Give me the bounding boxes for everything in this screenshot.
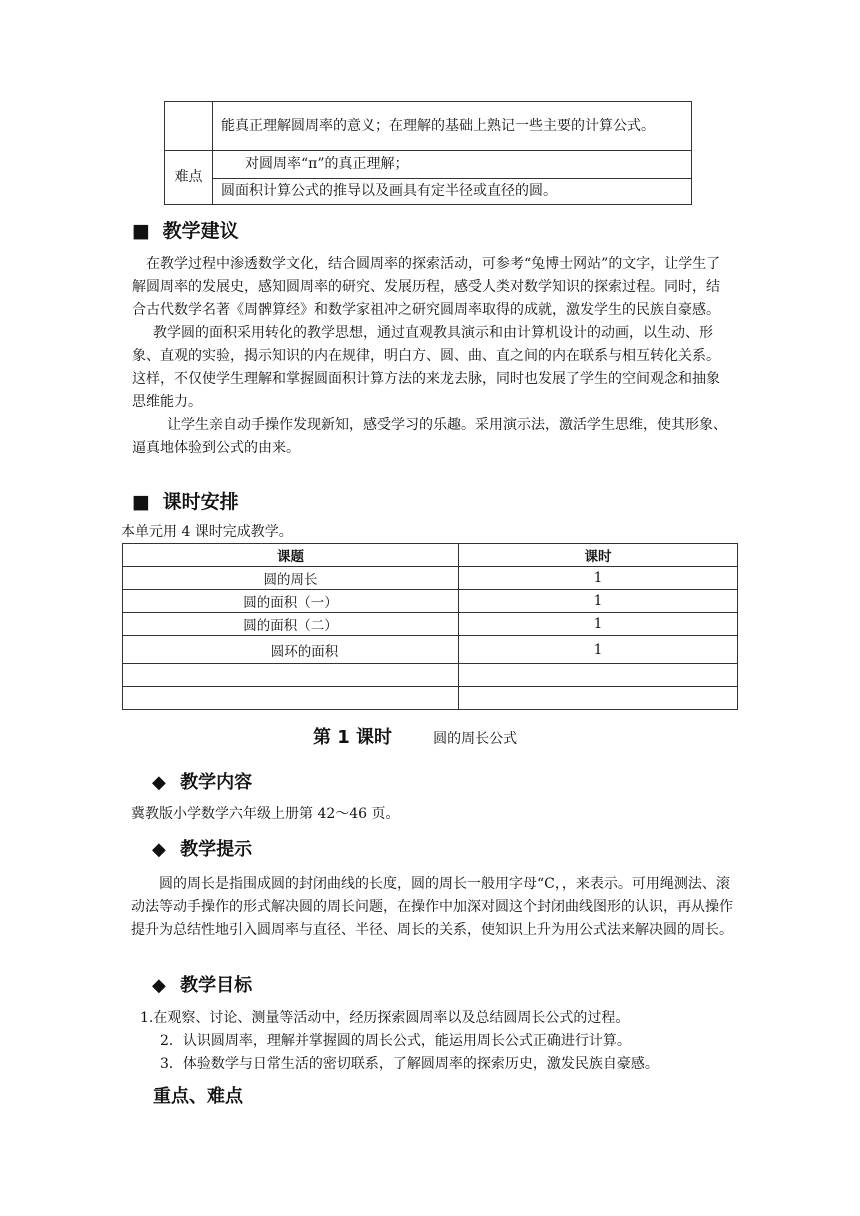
goals-heading: [152, 971, 252, 997]
table-header-row: [123, 544, 738, 567]
lesson-subtitle: 圆的周长公式: [433, 731, 518, 747]
difficulty-row-1-text: 对圆周率“π”的真正理解；: [245, 156, 409, 172]
hints-body: [131, 873, 735, 942]
square-bullet-icon: ■: [132, 220, 150, 242]
table-cell: [123, 664, 459, 687]
key-points-heading: 重点、难点: [153, 1086, 243, 1107]
content-text: 冀教版小学数学六年级上册第 42～46 页。: [131, 806, 400, 822]
diamond-bullet-icon: ◆: [152, 839, 166, 860]
teaching-advice-body: [132, 253, 732, 460]
schedule-intro: 本单元用 4 课时完成教学。: [121, 524, 293, 540]
difficulty-row-0: [213, 102, 692, 151]
table-cell: 1: [459, 567, 738, 590]
hints-heading: [152, 835, 252, 861]
table-cell: 1: [459, 636, 738, 664]
square-bullet-icon: ■: [132, 491, 150, 513]
table-cell: 圆环的面积: [123, 636, 459, 664]
goal-item: 2．认识圆周率，理解并掌握圆的周长公式，能运用周长公式正确进行计算。: [160, 1033, 631, 1049]
content-heading: [152, 768, 252, 794]
table-row: [123, 687, 738, 710]
column-header: 课题: [123, 544, 459, 567]
table-cell: 1: [459, 590, 738, 613]
table-row: [123, 613, 738, 636]
difficulty-table-empty-cell: [165, 102, 213, 151]
table-cell: 圆的周长: [123, 567, 459, 590]
table-cell: [123, 687, 459, 710]
difficulty-label: 难点: [165, 151, 213, 205]
content-title: 教学内容: [180, 772, 253, 793]
section-heading-teaching-advice: [132, 216, 239, 243]
diamond-bullet-icon: ◆: [152, 772, 166, 793]
advice-paragraph: 教学圆的面积采用转化的教学思想，通过直观教具演示和由计算机设计的动画，以生动、形象、直观的实验，揭示知识的内在规律，明白方、圆、曲、直之间的内在联系与相互转化关系。这样，不仅使学生理解和掌握圆面积计算方法的来龙去脉，同时也发展了学生的空间观念和抽象思维能力。: [132, 325, 720, 410]
difficulty-row-0-text: 能真正理解圆周率的意义；在理解的基础上熟记一些主要的计算公式。: [221, 117, 655, 134]
hints-paragraph: 圆的周长是指围成圆的封闭曲线的长度，圆的周长一般用字母“C，，来表示。可用绳测法、滚动法等动手操作的形式解决圆的周长问题，在操作中加深对圆这个封闭曲线图形的认识，再从操作提升为总结性地引入圆周率与直径、半径、周长的关系，使知识上升为用公式法来解决圆的周长。: [131, 876, 733, 938]
table-cell: 圆的面积（一）: [123, 590, 459, 613]
difficulty-row-2: [213, 179, 692, 205]
table-row: [123, 567, 738, 590]
schedule-title: 课时安排: [162, 491, 239, 513]
table-row: [123, 590, 738, 613]
table-row: [123, 664, 738, 687]
teaching-advice-title: 教学建议: [162, 220, 239, 242]
advice-paragraph: 让学生亲自动手操作发现新知，感受学习的乐趣。采用演示法，激活学生思维，使其形象、逼真地体验到公式的由来。: [132, 417, 727, 456]
hints-title: 教学提示: [180, 839, 253, 860]
difficulty-row-1: [213, 151, 692, 179]
goal-item: 3．体验数学与日常生活的密切联系，了解圆周率的探索历史，激发民族自豪感。: [160, 1056, 659, 1072]
column-header: 课时: [459, 544, 738, 567]
table-cell: 1: [459, 613, 738, 636]
goals-title: 教学目标: [180, 975, 253, 996]
table-row: [123, 636, 738, 664]
goal-item: 1.在观察、讨论、测量等活动中，经历探索圆周率以及总结圆周长公式的过程。: [140, 1010, 630, 1026]
lesson-title: [313, 723, 517, 749]
lesson-label: 第 1 课时: [313, 727, 393, 748]
diamond-bullet-icon: ◆: [152, 975, 166, 996]
section-heading-schedule: [132, 487, 239, 514]
schedule-table: [122, 543, 738, 710]
table-cell: [459, 664, 738, 687]
difficulty-table: [164, 101, 692, 205]
difficulty-row-2-text: 圆面积计算公式的推导以及画具有定半径或直径的圆。: [221, 183, 557, 199]
table-cell: [459, 687, 738, 710]
table-cell: 圆的面积（二）: [123, 613, 459, 636]
advice-paragraph: 在教学过程中渗透数学文化，结合圆周率的探索活动，可参考“兔博士网站”的文字，让学生了解圆周率的发展史，感知圆周率的研究、发展历程，感受人类对数学知识的探索过程。同时，结合古代数学名著《周髀算经》和数学家祖冲之研究圆周率取得的成就，激发学生的民族自豪感。: [132, 256, 721, 318]
